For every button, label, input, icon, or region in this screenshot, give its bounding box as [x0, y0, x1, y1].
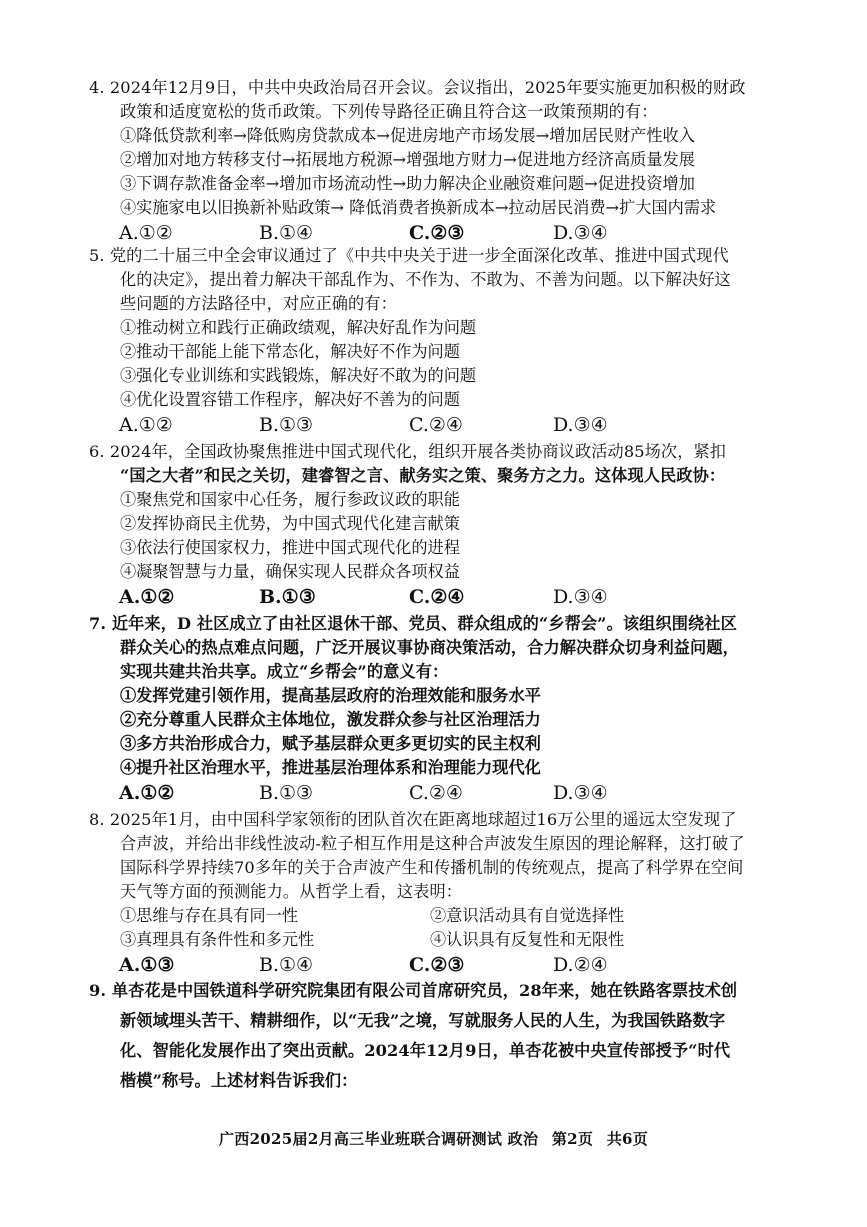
q7-stem-line-3: 实现共建共治共享。成立“乡帮会”的意义有：: [120, 662, 449, 681]
question-4: [89, 76, 785, 246]
q8-option-row-2: [95, 928, 785, 952]
question-7: [89, 612, 785, 806]
q7-answer-c[interactable]: C.②④: [409, 782, 463, 804]
q4-option-2: ②增加对地方转移支付→拓展地方税源→增强地方财力→促进地方经济高质量发展: [120, 150, 695, 169]
q5-option-1: ①推动树立和践行正确政绩观，解决好乱作为问题: [120, 318, 477, 337]
q8-stem-line-2: 合声波，并给出非线性波动-粒子相互作用是这种合声波发生原因的理论解释，这打破了: [120, 834, 745, 853]
footer-total-pages: 共6页: [606, 1130, 649, 1148]
footer-title: 广西2025届2月高三毕业班联合调研测试 政治: [218, 1130, 539, 1148]
q9-stem-line-3: 化、智能化发展作出了突出贡献。2024年12月9日，单杏花被中央宣传部授予“时代: [120, 1041, 731, 1060]
question-5: [89, 244, 785, 438]
footer-page-number: 第2页: [551, 1130, 594, 1148]
question-8: [89, 808, 785, 978]
q4-answer-a[interactable]: A.①②: [119, 222, 173, 244]
q5-option-3: ③强化专业训练和实践锻炼，解决好不敢为的问题: [120, 366, 477, 385]
q4-answer-b[interactable]: B.①④: [259, 222, 314, 244]
q6-option-2: ②发挥协商民主优势，为中国式现代化建言献策: [120, 514, 460, 533]
q7-answers: [95, 780, 785, 806]
q6-option-3: ③依法行使国家权力，推进中国式现代化的进程: [120, 538, 460, 557]
q5-answer-c[interactable]: C.②④: [409, 414, 463, 436]
q8-stem-line-4: 天气等方面的预测能力。从哲学上看，这表明：: [120, 882, 463, 901]
q4-option-3: ③下调存款准备金率→增加市场流动性→助力解决企业融资难问题→促进投资增加: [120, 174, 695, 193]
q5-stem-line-3: 些问题的方法路径中，对应正确的有：: [120, 294, 397, 313]
q8-answers: [95, 952, 785, 978]
q4-stem-line-2: 政策和适度宽松的货币政策。下列传导路径正确且符合这一政策预期的有：: [120, 102, 658, 121]
q5-answer-b[interactable]: B.①③: [259, 414, 314, 436]
q4-option-1: ①降低贷款利率→降低购房贷款成本→促进房地产市场发展→增加居民财产性收入: [120, 126, 695, 145]
q6-stem-line-2: “国之大者”和民之关切，建睿智之言、献务实之策、聚务方之力。这体现人民政协：: [120, 466, 726, 485]
q9-stem-line-2: 新领域埋头苦干、精耕细作，以“无我”之境，写就服务人民的人生，为我国铁路数字: [120, 1011, 726, 1030]
q6-answer-a[interactable]: A.①②: [119, 586, 175, 608]
q8-answer-c[interactable]: C.②③: [409, 954, 465, 976]
q7-answer-b[interactable]: B.①③: [259, 782, 314, 804]
q7-stem-line-1: 7. 近年来，D 社区成立了由社区退休干部、党员、群众组成的“乡帮会”。该组织围绕社区: [89, 614, 737, 633]
q4-answer-c[interactable]: C.②③: [409, 222, 465, 244]
q5-answer-d[interactable]: D.③④: [553, 414, 608, 436]
q9-stem-line-4: 楷模”称号。上述材料告诉我们：: [120, 1071, 358, 1090]
q5-stem-line-1: 5. 党的二十届三中全会审议通过了《中共中央关于进一步全面深化改革、推进中国式现代: [89, 246, 729, 265]
q4-answers: [95, 220, 785, 246]
q8-stem-line-1: 8. 2025年1月，由中国科学家领衔的团队首次在距离地球超过16万公里的遥远太空发现了: [89, 810, 737, 829]
q8-answer-b[interactable]: B.①④: [259, 954, 314, 976]
q6-answer-c[interactable]: C.②④: [409, 586, 465, 608]
q8-answer-d[interactable]: D.②④: [553, 954, 608, 976]
q8-option-row-1: [95, 904, 785, 928]
q6-answers: [95, 584, 785, 610]
q8-option-4: ④认识具有反复性和无限性: [430, 930, 625, 949]
q7-option-4: ④提升社区治理水平，推进基层治理体系和治理能力现代化: [120, 758, 541, 777]
question-9: [89, 976, 785, 1096]
q6-option-4: ④凝聚智慧与力量，确保实现人民群众各项权益: [120, 562, 460, 581]
q7-answer-a[interactable]: A.①②: [119, 782, 175, 804]
q6-answer-d[interactable]: D.③④: [553, 586, 608, 608]
q7-option-1: ①发挥党建引领作用，提高基层政府的治理效能和服务水平: [120, 686, 541, 705]
q6-stem-line-1: 6. 2024年，全国政协聚焦推进中国式现代化，组织开展各类协商议政活动85场次，紧扣: [89, 442, 727, 461]
q8-answer-a[interactable]: A.①③: [119, 954, 175, 976]
q7-answer-d[interactable]: D.③④: [553, 782, 608, 804]
q7-option-3: ③多方共治形成合力，赋予基层群众更多更切实的民主权利: [120, 734, 541, 753]
q5-stem-line-2: 化的决定》，提出着力解决干部乱作为、不作为、不敢为、不善为问题。以下解决好这: [120, 270, 731, 289]
question-6: [89, 440, 785, 610]
q4-answer-d[interactable]: D.③④: [553, 222, 608, 244]
page-footer: [0, 1128, 867, 1149]
q7-stem-line-2: 群众关心的热点难点问题，广泛开展议事协商决策活动，合力解决群众切身利益问题，: [120, 638, 739, 657]
q7-option-2: ②充分尊重人民群众主体地位，激发群众参与社区治理活力: [120, 710, 541, 729]
q8-stem-line-3: 国际科学界持续70多年的关于合声波产生和传播机制的传统观点，提高了科学界在空间: [120, 858, 744, 877]
q5-answer-a[interactable]: A.①②: [119, 414, 173, 436]
q5-option-4: ④优化设置容错工作程序，解决好不善为的问题: [120, 390, 460, 409]
q8-option-3: ③真理具有条件性和多元性: [120, 930, 315, 949]
q8-option-1: ①思维与存在具有同一性: [120, 906, 299, 925]
q5-option-2: ②推动干部能上能下常态化，解决好不作为问题: [120, 342, 460, 361]
q6-answer-b[interactable]: B.①③: [259, 586, 316, 608]
q8-option-2: ②意识活动具有自觉选择性: [430, 906, 625, 925]
q9-stem-line-1: 9. 单杏花是中国铁道科学研究院集团有限公司首席研究员，28年来，她在铁路客票技术创: [89, 981, 738, 1000]
q4-stem-line-1: 4. 2024年12月9日，中共中央政治局召开会议。会议指出，2025年要实施更加积极的财政: [89, 78, 746, 97]
q6-option-1: ①聚焦党和国家中心任务，履行参政议政的职能: [120, 490, 460, 509]
q5-answers: [95, 412, 785, 438]
q4-option-4: ④实施家电以旧换新补贴政策→ 降低消费者换新成本→拉动居民消费→扩大国内需求: [120, 198, 717, 217]
